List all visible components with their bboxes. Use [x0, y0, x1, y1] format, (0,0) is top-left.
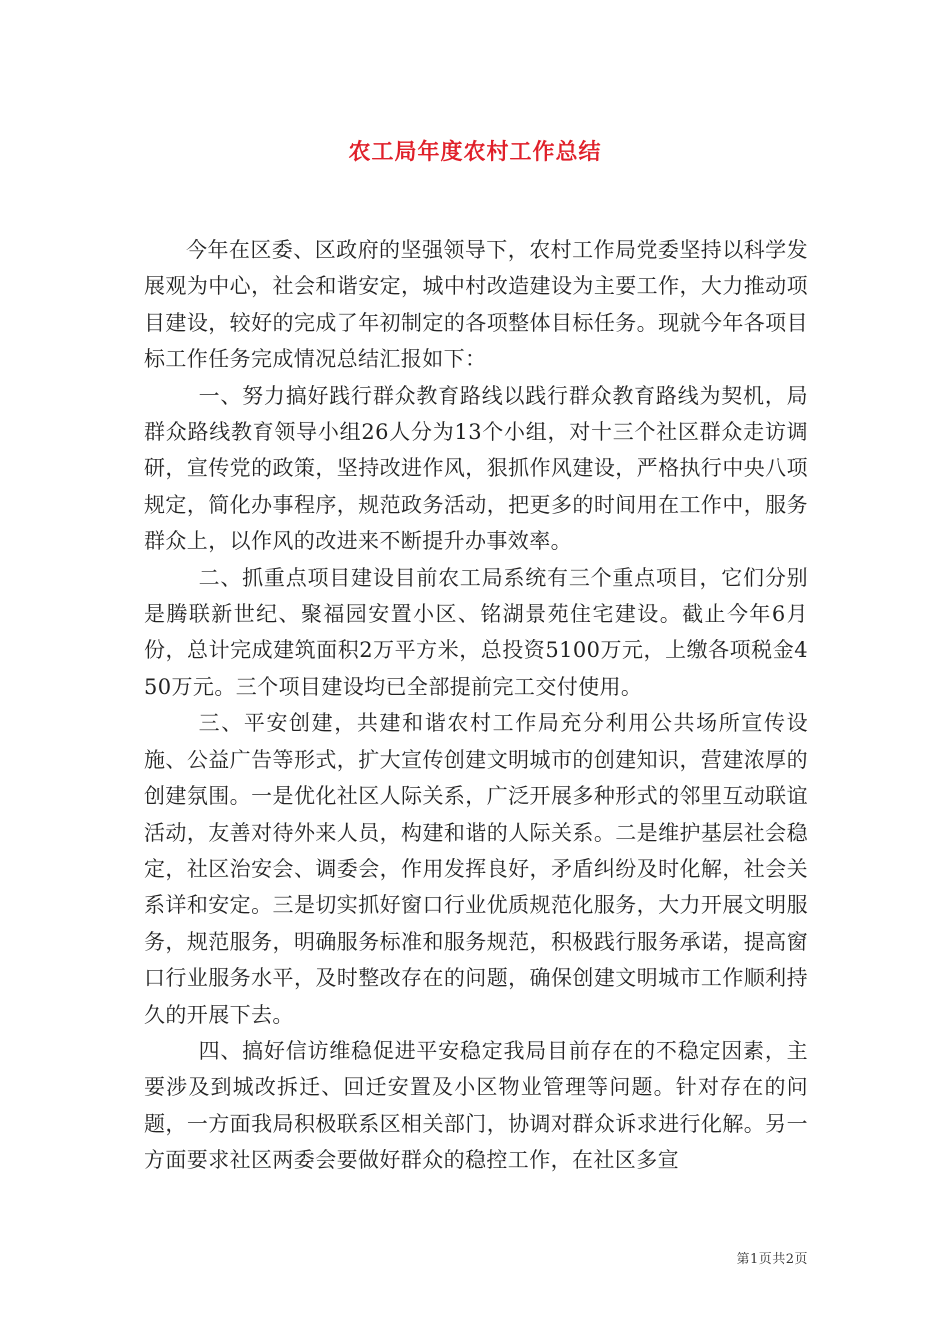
page-number-footer: 第1页共2页 [736, 1252, 808, 1267]
paragraph-intro: 今年在区委、区政府的坚强领导下，农村工作局党委坚持以科学发展观为中心，社会和谐安定，城中村改造建设为主要工作，大力推动项目建设，较好的完成了年初制定的各项整体目标任务。现就今年各项目标工作任务完成情况总结汇报如下： [144, 238, 808, 372]
document-body [144, 232, 808, 1179]
paragraph-section-1: 一、努力搞好践行群众教育路线以践行群众教育路线为契机，局群众路线教育领导小组26人分为13个小组，对十三个社区群众走访调研，宣传党的政策，坚持改进作风，狠抓作风建设，严格执行中央八项规定，简化办事程序，规范政务活动，把更多的时间用在工作中，服务群众上，以作风的改进来不断提升办事效率。 [144, 383, 808, 554]
paragraph-section-3: 三、平安创建，共建和谐农村工作局充分利用公共场所宣传设施、公益广告等形式，扩大宣传创建文明城市的创建知识，营建浓厚的创建氛围。一是优化社区人际关系，广泛开展多种形式的邻里互动联谊活动，友善对待外来人员，构建和谐的人际关系。二是维护基层社会稳定，社区治安会、调委会，作用发挥良好，矛盾纠纷及时化解，社会关系详和安定。三是切实抓好窗口行业优质规范化服务，大力开展文明服务，规范服务，明确服务标准和服务规范，积极践行服务承诺，提高窗口行业服务水平，及时整改存在的问题，确保创建文明城市工作顺利持久的开展下去。 [144, 711, 808, 1027]
document-title: 农工局年度农村工作总结 [348, 139, 602, 165]
paragraph-section-2: 二、抓重点项目建设目前农工局系统有三个重点项目，它们分别是腾联新世纪、聚福园安置小区、铭湖景苑住宅建设。截止今年6月份，总计完成建筑面积2万平方米，总投资5100万元，上缴各项税金450万元。三个项目建设均已全部提前完工交付使用。 [144, 565, 808, 699]
paragraph-section-4: 四、搞好信访维稳促进平安稳定我局目前存在的不稳定因素，主要涉及到城改拆迁、回迁安置及小区物业管理等问题。针对存在的问题，一方面我局积极联系区相关部门，协调对群众诉求进行化解。另一方面要求社区两委会要做好群众的稳控工作，在社区多宣 [144, 1038, 808, 1173]
